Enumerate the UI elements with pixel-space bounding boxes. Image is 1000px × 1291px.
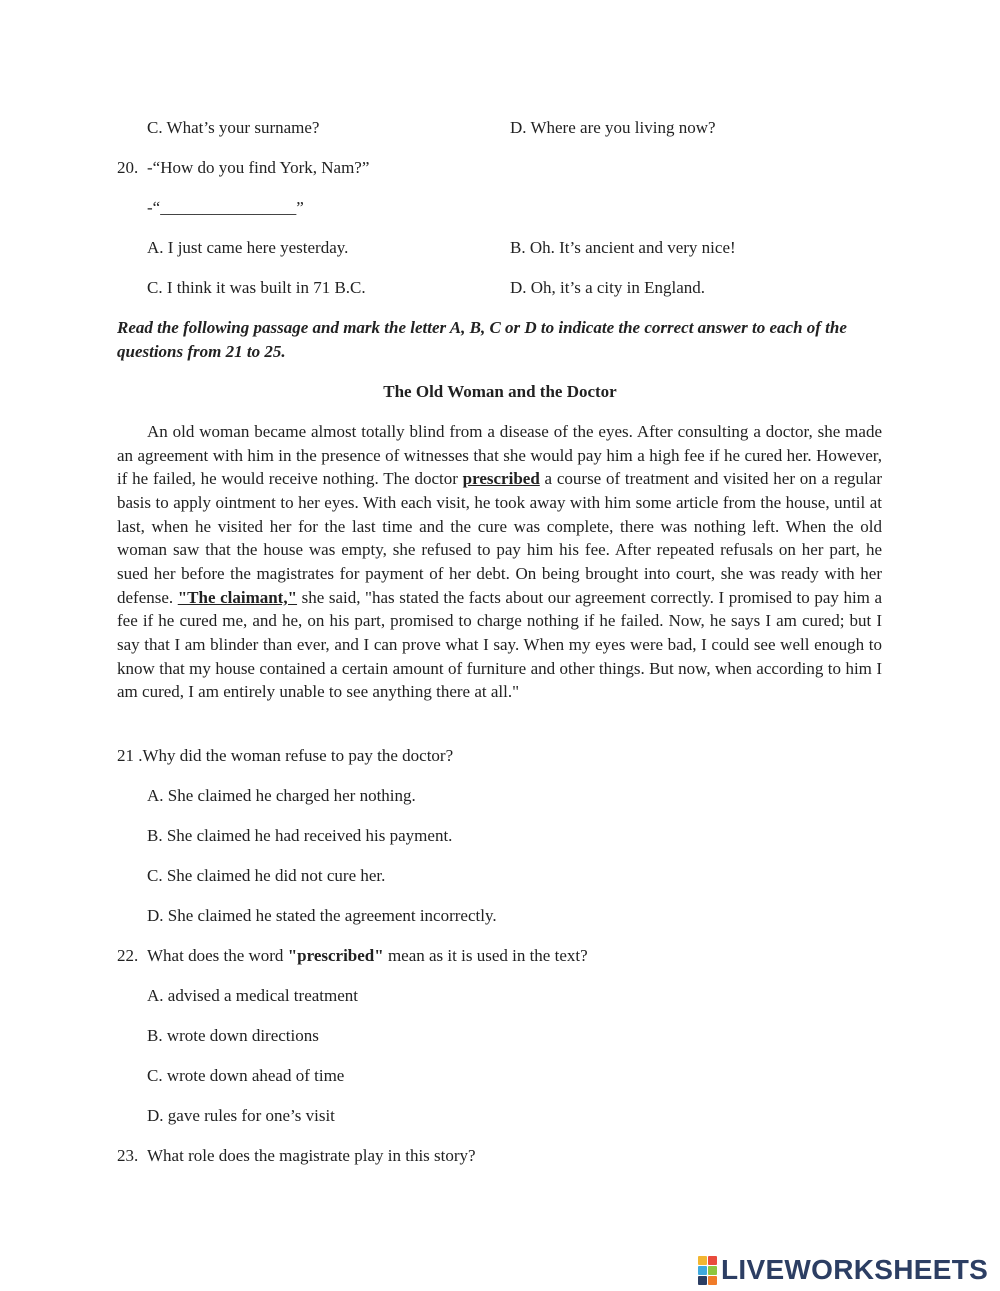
passage-part-1: An old woman became almost totally blind from a disease of the eyes. After consulting a doctor, she made an agreement with him in the presence of witnesses that she would pay him a high fee if he cured her. However, if he failed, he would receive nothing. The doctor (117, 422, 882, 489)
q22-question-keyword: "prescribed" (287, 946, 384, 965)
q21-question: 21 .Why did the woman refuse to pay the doctor? (117, 746, 454, 765)
q20-option-b[interactable]: B. Oh. It’s ancient and very nice! (510, 238, 736, 257)
liveworksheets-logo (698, 1255, 988, 1285)
q22-question-start: What does the word (147, 946, 288, 965)
passage-part-2: a course of treatment and visited her on a regular basis to apply ointment to her eyes. With each visit, he took away with him some article from the house, until at last, when he visited her for the last time and the cure was complete, there was nothing left. When the old woman saw that the house was empty, she refused to pay him his fee. After repeated refusals on her part, he sued her before the magistrates for payment of her debt. On being brought into court, she was ready with her defense. (117, 469, 882, 607)
q21-option-a[interactable]: A. She claimed he charged her nothing. (147, 786, 416, 805)
q22-number: 22. (117, 946, 139, 965)
q21-option-d[interactable]: D. She claimed he stated the agreement incorrectly. (147, 906, 497, 925)
q20-option-c[interactable]: C. I think it was built in 71 B.C. (147, 278, 366, 297)
reading-passage (117, 420, 882, 704)
keyword-claimant: "The claimant," (177, 587, 298, 607)
q22-option-b[interactable]: B. wrote down directions (147, 1026, 319, 1045)
passage-title: The Old Woman and the Doctor (383, 382, 617, 401)
q22-question (147, 946, 588, 966)
q19-option-c[interactable]: C. What’s your surname? (147, 118, 320, 137)
q20-reply-blank: -“________________” (147, 198, 304, 217)
reading-instructions: Read the following passage and mark the letter A, B, C or D to indicate the correct answer to each of the questions from 21 to 25. (117, 318, 847, 361)
logo-blocks-icon (698, 1256, 717, 1285)
q19-option-d[interactable]: D. Where are you living now? (510, 118, 716, 137)
keyword-prescribed: prescribed (462, 469, 540, 489)
q21-option-b[interactable]: B. She claimed he had received his payment. (147, 826, 453, 845)
q23-number: 23. (117, 1146, 139, 1165)
logo-text: LIVEWORKSHEETS (721, 1254, 989, 1285)
q20-option-a[interactable]: A. I just came here yesterday. (147, 238, 349, 257)
q20-prompt: -“How do you find York, Nam?” (147, 158, 370, 177)
q21-option-c[interactable]: C. She claimed he did not cure her. (147, 866, 386, 885)
q22-option-a[interactable]: A. advised a medical treatment (147, 986, 358, 1005)
passage-part-3: she said, "has stated the facts about our agreement correctly. I promised to pay him a fee if he cured me, and he, on his part, promised to charge nothing if he failed. Now, he says I am cured; but I say that I am blinder than ever, and I can prove what I say. When my eyes were bad, I could see well enough to know that my house contained a certain amount of furniture and other things. But now, when according to him I am cured, I am entirely unable to see anything there at all." (117, 587, 882, 702)
q22-option-d[interactable]: D. gave rules for one’s visit (147, 1106, 335, 1125)
q20-number: 20. (117, 158, 139, 177)
q22-question-end: mean as it is used in the text? (383, 946, 588, 965)
q23-question: What role does the magistrate play in this story? (147, 1146, 476, 1165)
q20-option-d[interactable]: D. Oh, it’s a city in England. (510, 278, 706, 297)
q22-option-c[interactable]: C. wrote down ahead of time (147, 1066, 345, 1085)
